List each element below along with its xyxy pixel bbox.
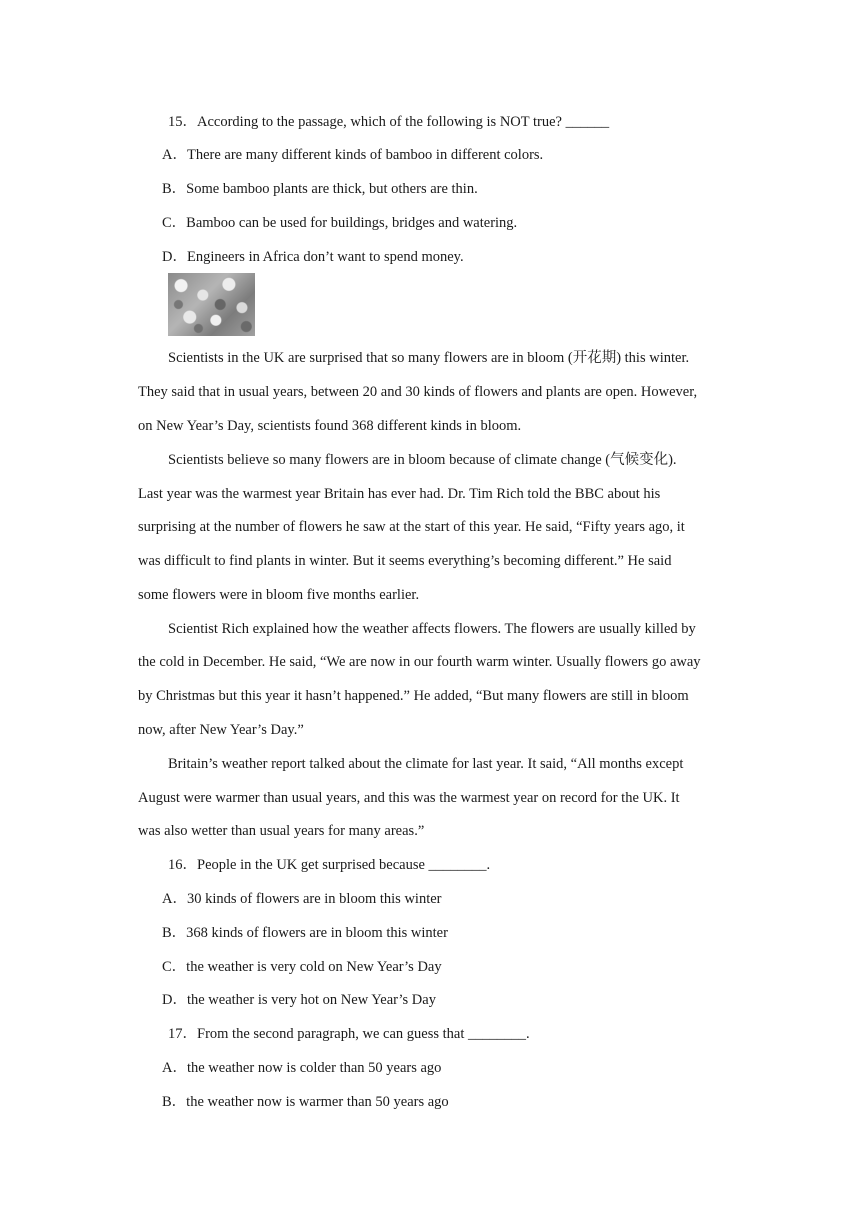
- passage-line: some flowers were in bloom five months earlier.: [138, 587, 420, 603]
- passage-line: was difficult to find plants in winter. But it seems everything’s becoming different.” He said: [138, 553, 672, 569]
- question-15: 15．According to the passage, which of the following is NOT true? ______: [168, 114, 610, 130]
- passage-line: Scientists in the UK are surprised that so many flowers are in bloom (开花期) this winter.: [168, 350, 690, 366]
- passage-line: Britain’s weather report talked about the climate for last year. It said, “All months except: [168, 756, 684, 772]
- q17-option-a: A．the weather now is colder than 50 years ago: [162, 1060, 442, 1076]
- q15-option-d: D．Engineers in Africa don’t want to spend money.: [162, 249, 464, 265]
- passage-line: on New Year’s Day, scientists found 368 different kinds in bloom.: [138, 418, 522, 434]
- q17-option-b: B．the weather now is warmer than 50 years ago: [162, 1094, 449, 1110]
- passage-line: was also wetter than usual years for many areas.”: [138, 823, 425, 839]
- passage-line: the cold in December. He said, “We are now in our fourth warm winter. Usually flowers go away: [138, 654, 701, 670]
- q15-option-a: A．There are many different kinds of bamboo in different colors.: [162, 147, 544, 163]
- q16-option-c: C．the weather is very cold on New Year’s Day: [162, 959, 442, 975]
- q16-option-d: D．the weather is very hot on New Year’s Day: [162, 992, 436, 1008]
- q16-option-a: A．30 kinds of flowers are in bloom this winter: [162, 891, 442, 907]
- q15-option-b: B．Some bamboo plants are thick, but others are thin.: [162, 181, 478, 197]
- passage-line: now, after New Year’s Day.”: [138, 722, 304, 738]
- passage-line: Last year was the warmest year Britain has ever had. Dr. Tim Rich told the BBC about his: [138, 486, 661, 502]
- passage-line: surprising at the number of flowers he saw at the start of this year. He said, “Fifty years ago, it: [138, 519, 685, 535]
- question-17: 17．From the second paragraph, we can guess that ________.: [168, 1026, 530, 1042]
- flowers-photo: [168, 273, 255, 336]
- passage-line: Scientist Rich explained how the weather affects flowers. The flowers are usually killed by: [168, 621, 696, 637]
- passage-line: by Christmas but this year it hasn’t happened.” He added, “But many flowers are still in bloom: [138, 688, 689, 704]
- passage-line: They said that in usual years, between 20 and 30 kinds of flowers and plants are open. However,: [138, 384, 698, 400]
- q15-option-c: C．Bamboo can be used for buildings, bridges and watering.: [162, 215, 518, 231]
- passage-line: Scientists believe so many flowers are in bloom because of climate change (气候变化).: [168, 452, 677, 468]
- q16-option-b: B．368 kinds of flowers are in bloom this winter: [162, 925, 448, 941]
- passage-line: August were warmer than usual years, and this was the warmest year on record for the UK. It: [138, 790, 680, 806]
- question-16: 16．People in the UK get surprised because ________.: [168, 857, 491, 873]
